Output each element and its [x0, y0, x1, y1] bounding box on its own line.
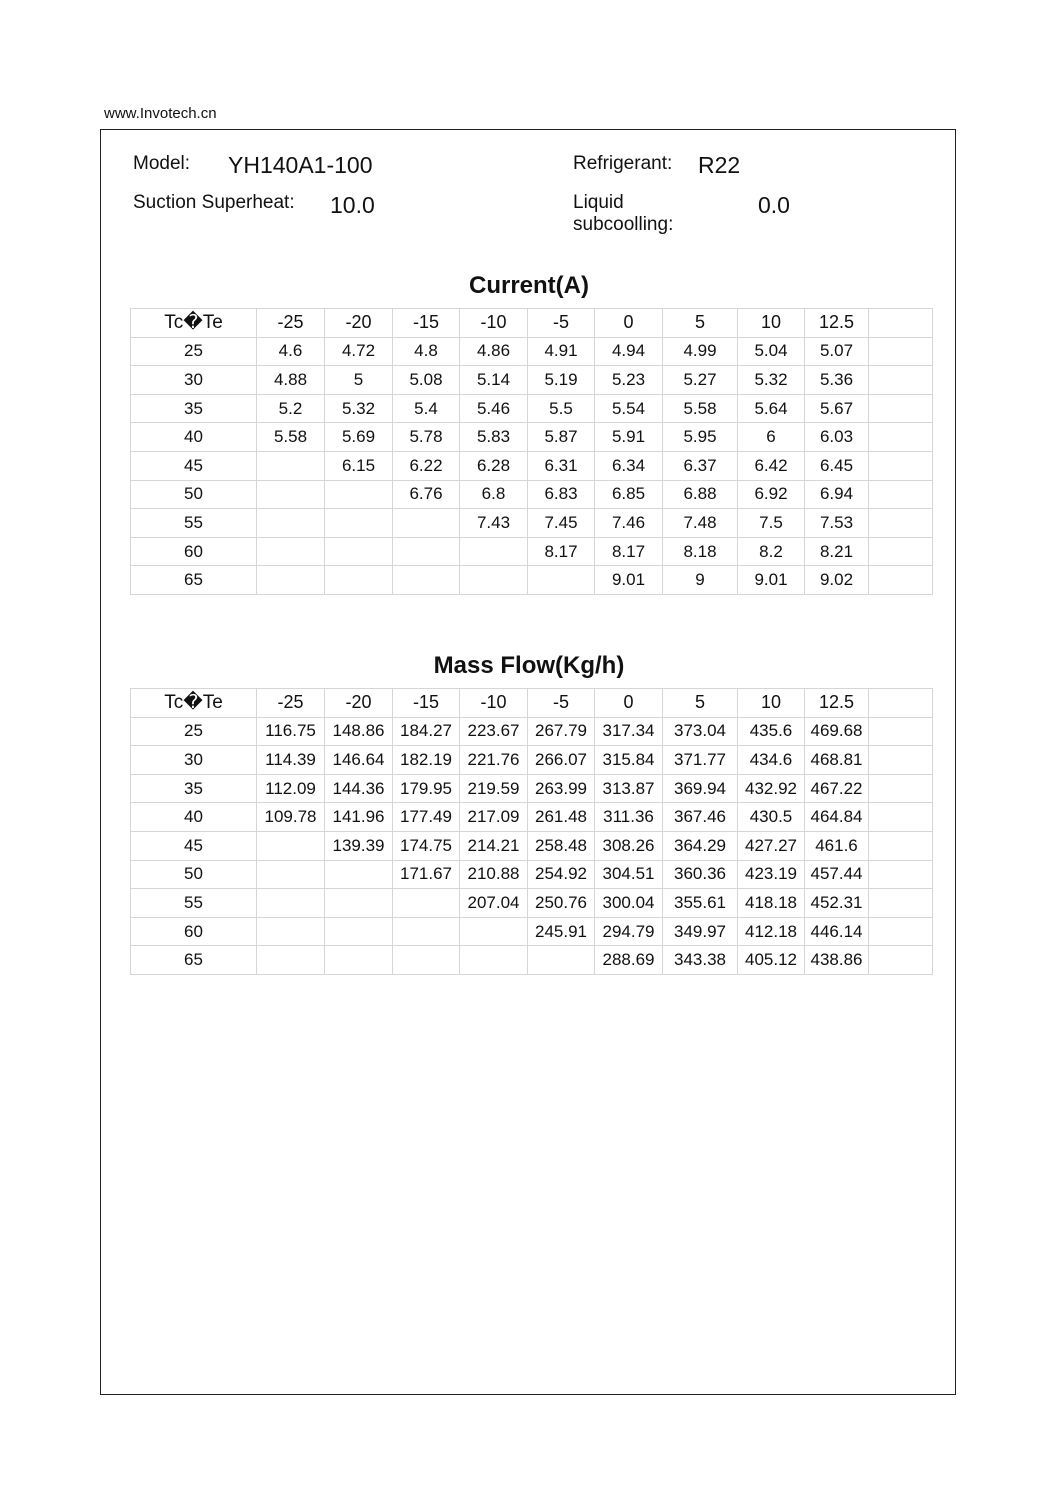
table-cell: 7.48 — [663, 509, 738, 538]
table-cell: 4.6 — [257, 337, 325, 366]
table-cell: 435.6 — [738, 717, 805, 746]
column-header: 0 — [595, 689, 663, 718]
row-header: 65 — [131, 566, 257, 595]
table-row — [131, 451, 933, 480]
table-cell — [869, 889, 933, 918]
row-header: 60 — [131, 537, 257, 566]
table-cell — [393, 566, 460, 595]
table-cell: 114.39 — [257, 746, 325, 775]
table-cell: 360.36 — [663, 860, 738, 889]
table-cell — [257, 566, 325, 595]
column-header: -25 — [257, 689, 325, 718]
table-cell: 430.5 — [738, 803, 805, 832]
table-cell — [869, 480, 933, 509]
table-cell: 6.92 — [738, 480, 805, 509]
table-cell: 263.99 — [528, 774, 595, 803]
table-cell: 4.99 — [663, 337, 738, 366]
massflow-table — [130, 688, 933, 975]
corner-header: Tc�Te — [131, 309, 257, 338]
table-cell: 5.78 — [393, 423, 460, 452]
table-cell — [325, 946, 393, 975]
table-cell: 4.72 — [325, 337, 393, 366]
row-header: 45 — [131, 831, 257, 860]
table-cell: 5.32 — [738, 366, 805, 395]
row-header: 25 — [131, 717, 257, 746]
table-cell: 349.97 — [663, 917, 738, 946]
table-cell: 258.48 — [528, 831, 595, 860]
table-cell — [325, 860, 393, 889]
table-cell: 4.91 — [528, 337, 595, 366]
table-cell — [869, 831, 933, 860]
table-cell: 412.18 — [738, 917, 805, 946]
table-cell: 5.64 — [738, 394, 805, 423]
table-cell — [393, 537, 460, 566]
table-cell: 182.19 — [393, 746, 460, 775]
row-header: 30 — [131, 366, 257, 395]
table-cell: 6.83 — [528, 480, 595, 509]
table-cell: 367.46 — [663, 803, 738, 832]
row-header: 40 — [131, 423, 257, 452]
table-cell: 452.31 — [805, 889, 869, 918]
table-cell: 5.83 — [460, 423, 528, 452]
massflow-table-title: Mass Flow(Kg/h) — [433, 652, 625, 679]
refrigerant-value: R22 — [698, 152, 741, 178]
table-cell: 139.39 — [325, 831, 393, 860]
table-cell: 446.14 — [805, 917, 869, 946]
table-row — [131, 566, 933, 595]
current-table-title: Current(A) — [469, 272, 589, 299]
table-cell — [869, 803, 933, 832]
table-cell: 364.29 — [663, 831, 738, 860]
table-cell — [460, 537, 528, 566]
table-cell: 5.19 — [528, 366, 595, 395]
table-cell: 5.58 — [663, 394, 738, 423]
table-cell: 4.88 — [257, 366, 325, 395]
table-cell: 6.15 — [325, 451, 393, 480]
table-row — [131, 831, 933, 860]
table-cell: 5.4 — [393, 394, 460, 423]
subcooling-label-line1: Liquid — [573, 192, 624, 213]
table-cell: 8.18 — [663, 537, 738, 566]
table-cell: 315.84 — [595, 746, 663, 775]
table-cell: 438.86 — [805, 946, 869, 975]
column-header: 0 — [595, 309, 663, 338]
table-row — [131, 889, 933, 918]
table-row — [131, 803, 933, 832]
table-cell: 5.14 — [460, 366, 528, 395]
table-cell: 174.75 — [393, 831, 460, 860]
table-cell: 5.08 — [393, 366, 460, 395]
table-row — [131, 774, 933, 803]
table-cell: 343.38 — [663, 946, 738, 975]
column-header: -25 — [257, 309, 325, 338]
table-cell — [393, 509, 460, 538]
table-cell: 311.36 — [595, 803, 663, 832]
row-header: 35 — [131, 774, 257, 803]
column-header: -20 — [325, 689, 393, 718]
row-header: 65 — [131, 946, 257, 975]
table-cell: 418.18 — [738, 889, 805, 918]
table-cell: 217.09 — [460, 803, 528, 832]
table-cell: 288.69 — [595, 946, 663, 975]
column-header: -5 — [528, 309, 595, 338]
table-cell: 171.67 — [393, 860, 460, 889]
column-header: 12.5 — [805, 689, 869, 718]
table-cell: 184.27 — [393, 717, 460, 746]
table-cell — [393, 889, 460, 918]
subcooling-label — [573, 192, 673, 236]
table-cell: 4.8 — [393, 337, 460, 366]
table-cell — [869, 917, 933, 946]
table-cell: 313.87 — [595, 774, 663, 803]
table-cell: 4.94 — [595, 337, 663, 366]
table-row — [131, 509, 933, 538]
table-row — [131, 337, 933, 366]
column-header: -10 — [460, 689, 528, 718]
website-url: www.Invotech.cn — [104, 105, 217, 122]
table-cell — [869, 394, 933, 423]
table-cell: 294.79 — [595, 917, 663, 946]
table-cell — [869, 451, 933, 480]
table-cell: 6.34 — [595, 451, 663, 480]
table-row — [131, 860, 933, 889]
table-cell: 141.96 — [325, 803, 393, 832]
table-cell: 7.45 — [528, 509, 595, 538]
column-header: -10 — [460, 309, 528, 338]
row-header: 25 — [131, 337, 257, 366]
table-cell: 423.19 — [738, 860, 805, 889]
table-cell — [257, 480, 325, 509]
table-cell: 6.03 — [805, 423, 869, 452]
table-cell: 109.78 — [257, 803, 325, 832]
table-cell: 6.94 — [805, 480, 869, 509]
table-cell: 6.76 — [393, 480, 460, 509]
table-cell — [869, 509, 933, 538]
table-cell: 177.49 — [393, 803, 460, 832]
table-cell: 5.2 — [257, 394, 325, 423]
table-cell: 5.27 — [663, 366, 738, 395]
table-cell: 266.07 — [528, 746, 595, 775]
table-cell — [869, 566, 933, 595]
table-cell — [869, 746, 933, 775]
table-cell: 267.79 — [528, 717, 595, 746]
table-cell: 112.09 — [257, 774, 325, 803]
table-cell: 210.88 — [460, 860, 528, 889]
table-cell: 6.22 — [393, 451, 460, 480]
table-cell: 5 — [325, 366, 393, 395]
table-cell: 5.32 — [325, 394, 393, 423]
table-cell: 179.95 — [393, 774, 460, 803]
current-table — [130, 308, 933, 595]
table-cell — [869, 537, 933, 566]
table-cell: 5.04 — [738, 337, 805, 366]
table-cell: 308.26 — [595, 831, 663, 860]
table-cell: 6.31 — [528, 451, 595, 480]
table-cell: 5.07 — [805, 337, 869, 366]
table-cell — [325, 480, 393, 509]
table-cell: 8.2 — [738, 537, 805, 566]
table-cell — [325, 509, 393, 538]
table-cell — [528, 946, 595, 975]
table-cell: 464.84 — [805, 803, 869, 832]
table-cell: 304.51 — [595, 860, 663, 889]
table-cell: 116.75 — [257, 717, 325, 746]
superheat-value: 10.0 — [330, 192, 375, 218]
table-cell: 457.44 — [805, 860, 869, 889]
table-cell: 9.02 — [805, 566, 869, 595]
table-cell: 261.48 — [528, 803, 595, 832]
table-cell: 223.67 — [460, 717, 528, 746]
row-header: 60 — [131, 917, 257, 946]
table-row — [131, 746, 933, 775]
table-cell: 8.17 — [595, 537, 663, 566]
table-cell: 5.5 — [528, 394, 595, 423]
table-cell — [325, 537, 393, 566]
table-cell: 146.64 — [325, 746, 393, 775]
model-label: Model: — [133, 153, 191, 174]
table-row — [131, 423, 933, 452]
row-header: 50 — [131, 480, 257, 509]
row-header: 50 — [131, 860, 257, 889]
table-cell: 6.8 — [460, 480, 528, 509]
row-header: 40 — [131, 803, 257, 832]
column-header — [869, 689, 933, 718]
table-cell: 469.68 — [805, 717, 869, 746]
table-cell — [325, 917, 393, 946]
table-cell — [869, 946, 933, 975]
table-row — [131, 946, 933, 975]
table-row — [131, 537, 933, 566]
table-cell: 6 — [738, 423, 805, 452]
table-row — [131, 917, 933, 946]
subcooling-value: 0.0 — [758, 192, 790, 218]
column-header: 5 — [663, 309, 738, 338]
column-header — [869, 309, 933, 338]
table-cell: 7.5 — [738, 509, 805, 538]
table-cell — [869, 774, 933, 803]
table-cell: 144.36 — [325, 774, 393, 803]
column-header: -5 — [528, 689, 595, 718]
column-header: -20 — [325, 309, 393, 338]
table-row — [131, 394, 933, 423]
table-cell: 6.37 — [663, 451, 738, 480]
table-cell: 369.94 — [663, 774, 738, 803]
column-header: 10 — [738, 309, 805, 338]
table-row — [131, 366, 933, 395]
table-cell: 317.34 — [595, 717, 663, 746]
table-header-row — [131, 689, 933, 718]
column-header: -15 — [393, 309, 460, 338]
table-cell: 7.43 — [460, 509, 528, 538]
column-header: -15 — [393, 689, 460, 718]
table-cell: 254.92 — [528, 860, 595, 889]
row-header: 55 — [131, 889, 257, 918]
table-cell — [257, 451, 325, 480]
table-cell — [869, 337, 933, 366]
table-cell: 5.58 — [257, 423, 325, 452]
table-cell: 432.92 — [738, 774, 805, 803]
table-cell: 5.67 — [805, 394, 869, 423]
refrigerant-label: Refrigerant: — [573, 153, 673, 174]
table-cell: 250.76 — [528, 889, 595, 918]
table-cell — [869, 366, 933, 395]
table-cell: 5.54 — [595, 394, 663, 423]
table-cell — [257, 860, 325, 889]
superheat-label: Suction Superheat: — [133, 192, 295, 213]
table-cell: 461.6 — [805, 831, 869, 860]
table-cell — [393, 917, 460, 946]
table-cell — [325, 566, 393, 595]
table-row — [131, 480, 933, 509]
table-cell: 5.36 — [805, 366, 869, 395]
row-header: 30 — [131, 746, 257, 775]
table-cell: 5.87 — [528, 423, 595, 452]
corner-header: Tc�Te — [131, 689, 257, 718]
table-cell: 467.22 — [805, 774, 869, 803]
model-value: YH140A1-100 — [228, 152, 373, 178]
column-header: 10 — [738, 689, 805, 718]
table-cell: 207.04 — [460, 889, 528, 918]
table-cell: 373.04 — [663, 717, 738, 746]
table-cell — [460, 946, 528, 975]
row-header: 35 — [131, 394, 257, 423]
table-cell — [257, 946, 325, 975]
table-cell: 9.01 — [595, 566, 663, 595]
table-cell — [257, 509, 325, 538]
table-cell: 427.27 — [738, 831, 805, 860]
subcooling-label-line2: subcoolling: — [573, 214, 674, 235]
table-cell: 7.46 — [595, 509, 663, 538]
table-cell: 7.53 — [805, 509, 869, 538]
row-header: 45 — [131, 451, 257, 480]
table-cell: 6.28 — [460, 451, 528, 480]
table-cell — [869, 860, 933, 889]
column-header: 12.5 — [805, 309, 869, 338]
table-cell: 371.77 — [663, 746, 738, 775]
table-cell: 5.95 — [663, 423, 738, 452]
table-cell: 245.91 — [528, 917, 595, 946]
table-cell: 6.85 — [595, 480, 663, 509]
table-cell: 214.21 — [460, 831, 528, 860]
table-cell: 5.46 — [460, 394, 528, 423]
table-cell — [257, 917, 325, 946]
table-cell — [869, 717, 933, 746]
table-cell: 300.04 — [595, 889, 663, 918]
table-cell: 221.76 — [460, 746, 528, 775]
table-cell: 355.61 — [663, 889, 738, 918]
table-cell: 5.91 — [595, 423, 663, 452]
table-cell — [257, 537, 325, 566]
table-cell: 5.23 — [595, 366, 663, 395]
column-header: 5 — [663, 689, 738, 718]
table-cell — [869, 423, 933, 452]
table-cell — [460, 917, 528, 946]
table-cell: 9 — [663, 566, 738, 595]
table-cell: 5.69 — [325, 423, 393, 452]
table-cell: 468.81 — [805, 746, 869, 775]
table-cell: 6.42 — [738, 451, 805, 480]
table-cell — [325, 889, 393, 918]
table-row — [131, 717, 933, 746]
table-cell — [528, 566, 595, 595]
table-cell: 405.12 — [738, 946, 805, 975]
table-cell: 8.17 — [528, 537, 595, 566]
table-cell: 9.01 — [738, 566, 805, 595]
table-cell — [460, 566, 528, 595]
table-cell — [257, 831, 325, 860]
table-cell: 4.86 — [460, 337, 528, 366]
table-cell: 219.59 — [460, 774, 528, 803]
table-cell — [393, 946, 460, 975]
table-cell: 6.88 — [663, 480, 738, 509]
table-header-row — [131, 309, 933, 338]
table-cell: 434.6 — [738, 746, 805, 775]
table-cell: 8.21 — [805, 537, 869, 566]
row-header: 55 — [131, 509, 257, 538]
table-cell: 148.86 — [325, 717, 393, 746]
table-cell — [257, 889, 325, 918]
table-cell: 6.45 — [805, 451, 869, 480]
